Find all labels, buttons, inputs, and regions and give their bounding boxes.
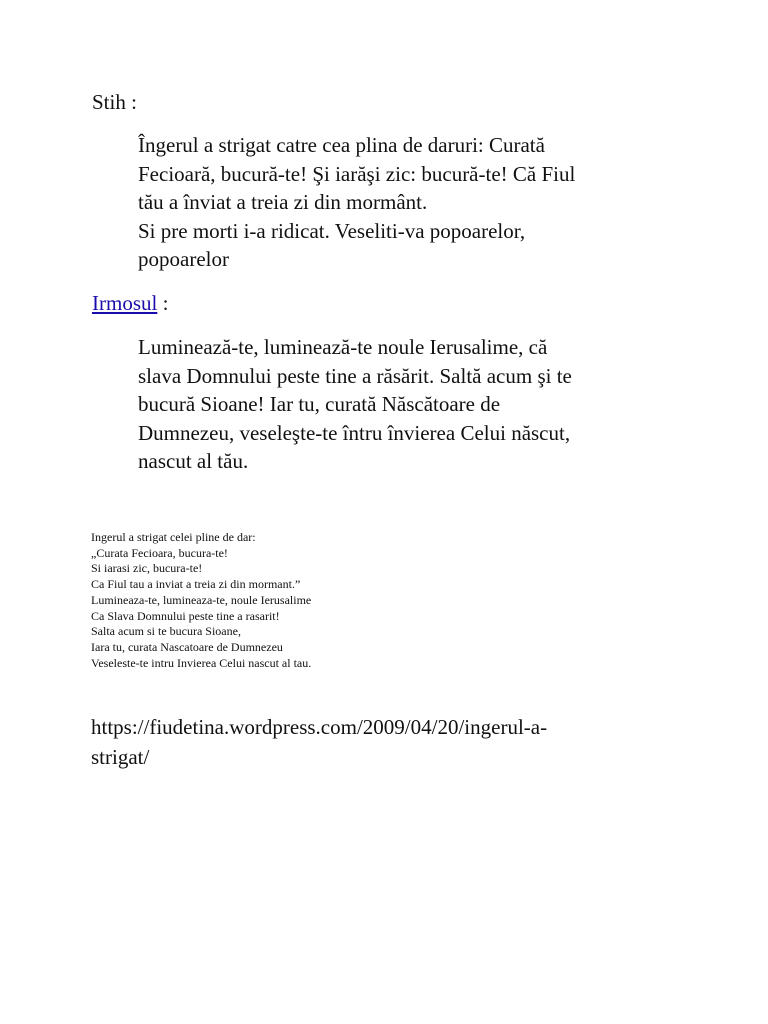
source-url-line: strigat/ bbox=[91, 745, 150, 769]
irmos-verse bbox=[138, 333, 698, 476]
stih-label: Stih : bbox=[92, 90, 137, 114]
stih-line: Si pre morti i-a ridicat. Veseliti-va popoarelor, bbox=[138, 218, 526, 243]
stih-line: popoarelor bbox=[138, 247, 229, 271]
irmos-line: nascut al tău. bbox=[138, 449, 249, 473]
stih-line: Fecioară, bucură-te! Şi iarăşi zic: bucură-te! Că Fiul bbox=[138, 161, 576, 186]
irmos-line: slava Domnului peste tine a răsărit. Saltă acum şi te bbox=[138, 363, 572, 388]
small-verse-line: Iara tu, curata Nascatoare de Dumnezeu bbox=[91, 639, 283, 654]
irmos-separator: : bbox=[157, 291, 169, 315]
stih-verse bbox=[138, 131, 698, 274]
small-verse-line: Ingerul a strigat celei pline de dar: bbox=[91, 530, 256, 544]
irmos-line: bucură Sioane! Iar tu, curată Născătoare de bbox=[138, 392, 501, 416]
irmos-line: Luminează-te, luminează-te noule Ierusalime, că bbox=[138, 335, 548, 359]
small-verse-line: Ca Fiul tau a inviat a treia zi din mormant.” bbox=[91, 577, 301, 592]
irmos-line: Dumnezeu, veseleşte-te întru învierea Celui născut, bbox=[138, 420, 571, 445]
source-url-line: https://fiudetina.wordpress.com/2009/04/20/ingerul-a- bbox=[91, 715, 548, 739]
irmos-link[interactable]: Irmosul bbox=[92, 291, 158, 315]
source-url bbox=[91, 712, 691, 772]
small-verse-block bbox=[91, 530, 311, 671]
irmos-label bbox=[92, 289, 168, 317]
small-verse-line: Veseleste-te intru Invierea Celui nascut al tau. bbox=[91, 655, 312, 670]
small-verse-line: Lumineaza-te, lumineaza-te, noule Ierusalime bbox=[91, 592, 312, 607]
small-verse-line: Si iarasi zic, bucura-te! bbox=[91, 561, 203, 576]
small-verse-line: Salta acum si te bucura Sioane, bbox=[91, 624, 241, 639]
small-verse-line: „Curata Fecioara, bucura-te! bbox=[91, 545, 228, 560]
stih-line: tău a înviat a treia zi din mormânt. bbox=[138, 190, 428, 214]
stih-line: Îngerul a strigat catre cea plina de daruri: Curată bbox=[138, 133, 545, 157]
small-verse-line: Ca Slava Domnului peste tine a rasarit! bbox=[91, 608, 280, 623]
